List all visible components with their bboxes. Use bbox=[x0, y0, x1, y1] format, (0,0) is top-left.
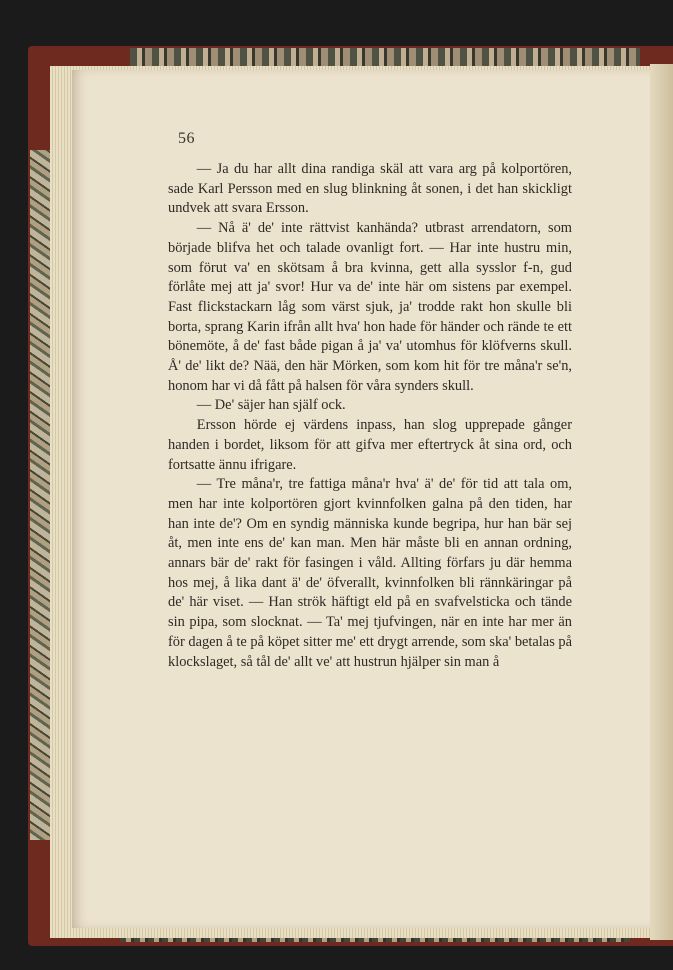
paragraph: Ersson hörde ej värdens inpass, han slog upprepade gånger handen i bordet, liksom för att gifva mer eftertryck åt sina ord, och fortsatte ännu ifrigare. bbox=[168, 417, 572, 473]
paragraph: — Ja du har allt dina randiga skäl att vara arg på kolportören, sade Karl Persson med en slug blinkning åt sonen, i det han skickligt undvek att svara Ersson. bbox=[168, 161, 572, 217]
right-page-edge bbox=[650, 64, 673, 940]
paragraph: — Tre måna'r, tre fattiga måna'r hva' ä' de' för tid att tala om, men har inte kolportören gjort kvinnfolken galna på den tiden, har han inte de'? Om en syndig människa kunde begripa, hur han bär sej åt, men inte ens de' kan man. Men här måste bli en annan ordning, annars bär de' rakt för fasingen i våld. Allting förfars ju där hemma hos mej, å lika dant ä' de' öfverallt, kvinnfolken bli rännkäringar på de' här viset. — Han strök häftigt eld på en svafvelsticka och tände sin pipa, som slocknat. — Ta' mej tjufvingen, när en inte har mer än för dagen å te på köpet sitter me' ett drygt arrende, som ska' betalas på klockslaget, så tål de' allt ve' att hustrun hjälper sin man å bbox=[168, 476, 572, 670]
page-number: 56 bbox=[178, 130, 195, 147]
page-text bbox=[168, 160, 572, 672]
paragraph: — Nå ä' de' inte rättvist kanhända? utbrast arrendatorn, som började blifva het och talade ovanligt fort. — Har inte hustru min, som förut va' en skötsam å bra kvinna, gett alla sysslor f-n, gud förlåte mej att ja' svor! Hur va de' inte här om sistens par exempel. Fast flickstackarn låg som värst sjuk, ja' trodde rakt hon skulle bli borta, sprang Karin ifrån allt hva' hon hade för händer och rände te ett bönemöte, å de' fast både pigan å ja' va' utomhus för klöfverns skull. Å' de' likt de? Nää, den här Mörken, som kom hit för tre måna'r se'n, honom har vi då fått på halsen för våra synders skull. bbox=[168, 220, 572, 394]
marbled-top-band bbox=[130, 48, 640, 68]
paragraph: — De' säjer han själf ock. bbox=[196, 397, 346, 414]
